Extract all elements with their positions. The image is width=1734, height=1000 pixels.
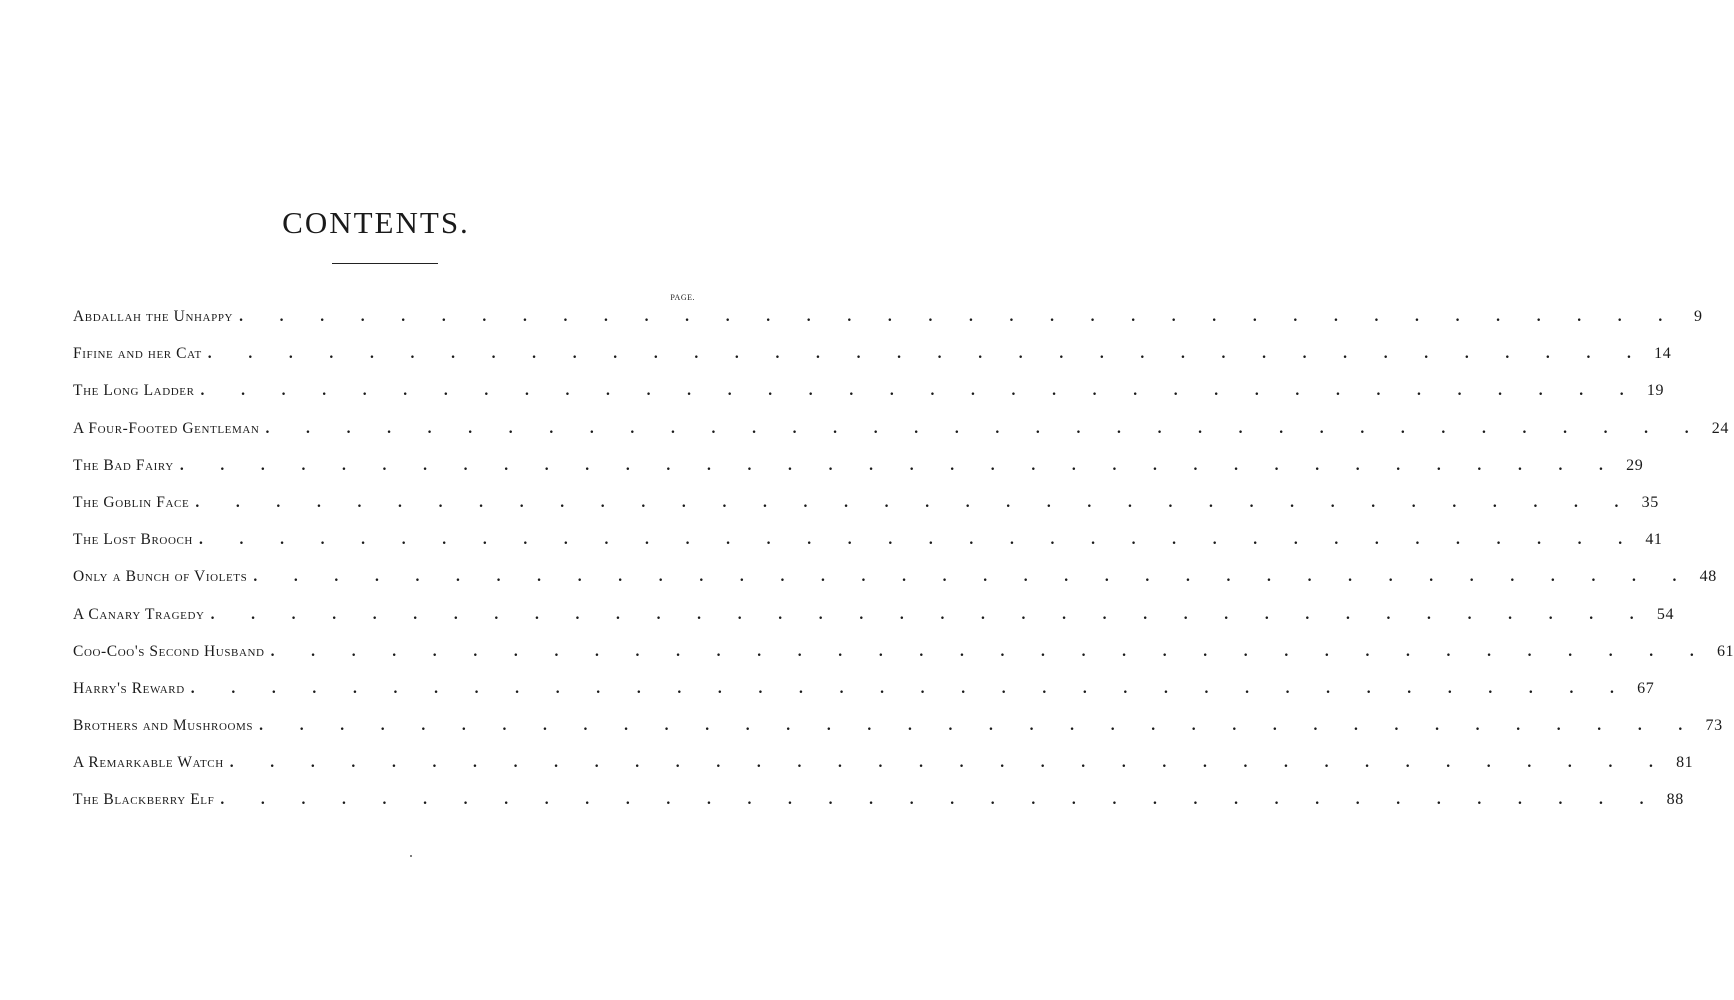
dot-leader: . . . . . . . . . . . . . . . . . . . . . . . . . . . . . . . . . . . . xyxy=(179,456,1620,474)
toc-entry-page: 35 xyxy=(1641,493,1659,511)
toc-entry-title: Fifine and her Cat xyxy=(73,345,202,363)
toc-entry-title: The Long Ladder xyxy=(73,382,195,400)
page-column-label: PAGE. xyxy=(670,293,695,302)
toc-entry xyxy=(73,679,1655,717)
dot-leader: . . . . . . . . . . . . . . . . . . . . . . . . . . . . . . . . . . . . xyxy=(198,531,1639,549)
toc-entry-title: Brothers and Mushrooms xyxy=(73,717,254,735)
title-rule xyxy=(332,263,438,264)
toc-entry-page: 14 xyxy=(1654,345,1672,363)
toc-entry xyxy=(73,308,1703,345)
toc-entry xyxy=(73,754,1694,791)
dot-leader: . . . . . . . . . . . . . . . . . . . . . . . . . . . . . . . . . . . . xyxy=(195,493,1635,511)
dot-leader: . . . . . . . . . . . . . . . . . . . . . . . . . . . . . . . . . . . . xyxy=(220,791,1660,809)
toc-entry-title: Coo-Coo's Second Husband xyxy=(73,642,265,660)
toc-entry xyxy=(73,642,1734,680)
toc-entry-page: 29 xyxy=(1626,456,1644,474)
toc-entry-title: Only a Bunch of Violets xyxy=(73,568,248,586)
toc-entry-title: The Blackberry Elf xyxy=(73,791,215,809)
toc-entry-title: A Canary Tragedy xyxy=(73,605,205,623)
toc-entry-title: The Goblin Face xyxy=(73,493,190,511)
ink-speck xyxy=(410,855,412,857)
toc-entry xyxy=(73,419,1729,457)
contents-list xyxy=(73,308,1734,829)
dot-leader: . . . . . . . . . . . . . . . . . . . . . . . . . . . . . . . . . . . . xyxy=(239,308,1679,325)
toc-entry-page: 88 xyxy=(1666,791,1684,809)
dot-leader: . . . . . . . . . . . . . . . . . . . . . . . . . . . . . . . . . . . . xyxy=(270,642,1711,660)
page-title: CONTENTS. xyxy=(282,205,470,240)
toc-entry-page: 48 xyxy=(1699,568,1717,586)
dot-leader: . . . . . . . . . . . . . . . . . . . . . . . . . . . . . . . . . . . . xyxy=(210,605,1651,623)
toc-entry-page: 9 xyxy=(1694,308,1703,325)
dot-leader: . . . . . . . . . . . . . . . . . . . . . . . . . . . . . . . . . . . . xyxy=(259,717,1699,735)
toc-entry-page: 61 xyxy=(1716,642,1734,660)
dot-leader: . . . . . . . . . . . . . . . . . . . . . . . . . . . . . . . . . . . . xyxy=(265,419,1705,437)
toc-entry xyxy=(73,456,1644,494)
toc-entry-page: 54 xyxy=(1656,605,1675,623)
toc-entry-page: 19 xyxy=(1646,382,1665,400)
toc-entry-page: 73 xyxy=(1705,717,1723,735)
toc-entry-page: 41 xyxy=(1645,531,1663,549)
toc-entry-title: The Bad Fairy xyxy=(73,456,174,474)
toc-entry xyxy=(73,382,1665,419)
toc-entry xyxy=(73,493,1659,531)
toc-entry xyxy=(73,531,1663,568)
toc-entry xyxy=(73,568,1717,605)
dot-leader: . . . . . . . . . . . . . . . . . . . . . . . . . . . . . . . . . . . . xyxy=(253,568,1693,586)
toc-entry-page: 67 xyxy=(1637,679,1655,697)
toc-entry-title: The Lost Brooch xyxy=(73,531,193,549)
dot-leader: . . . . . . . . . . . . . . . . . . . . . . . . . . . . . . . . . . . . xyxy=(207,345,1648,363)
dot-leader: . . . . . . . . . . . . . . . . . . . . . . . . . . . . . . . . . . . . xyxy=(229,754,1670,772)
toc-entry-title: Abdallah the Unhappy xyxy=(73,308,234,325)
dot-leader: . . . . . . . . . . . . . . . . . . . . . . . . . . . . . . . . . . . . xyxy=(190,679,1631,697)
toc-entry-title: A Remarkable Watch xyxy=(73,754,224,772)
toc-entry xyxy=(73,717,1723,754)
toc-entry-title: A Four-Footed Gentleman xyxy=(73,419,260,437)
toc-entry-page: 81 xyxy=(1676,754,1694,772)
toc-entry xyxy=(73,791,1684,828)
toc-entry xyxy=(73,605,1675,643)
toc-entry-title: Harry's Reward xyxy=(73,679,185,697)
dot-leader: . . . . . . . . . . . . . . . . . . . . . . . . . . . . . . . . . . . . xyxy=(200,382,1641,400)
toc-entry-page: 24 xyxy=(1711,419,1729,437)
toc-entry xyxy=(73,345,1672,382)
